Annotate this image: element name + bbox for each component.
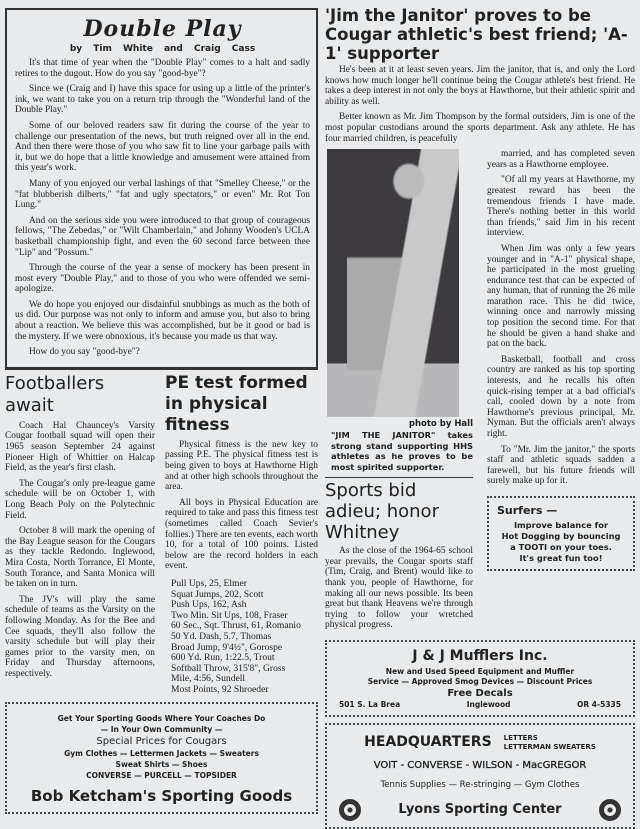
paragraph: Through the course of the year a sense of mockery has been present in most every "Double Play," and to those of you who were offended we semi-apologize.	[15, 263, 310, 295]
paragraph: Physical fitness is the new key to passing P.E. The physical fitness test is being given to boys at Hawthorne High and at other high schools throughout the area.	[165, 439, 318, 493]
janitor-columns	[325, 149, 635, 636]
footballers-headline: Footballers await	[5, 372, 105, 416]
paragraph: "Of all my years at Hawthorne, my greatest reward has been the tremendous friends I have made. There's nothing better in this world than friends," said Jim in his recent interview.	[487, 175, 635, 239]
list-item: Push Ups, 162, Ash	[171, 599, 247, 611]
surfers-lines	[489, 520, 633, 564]
mufflers-address: 501 S. La Brea	[339, 699, 401, 709]
list-item: 50 Yd. Dash, 5.7, Thomas	[171, 630, 272, 642]
target-icon	[599, 799, 621, 821]
mufflers-contact	[327, 700, 633, 710]
footballers-body	[5, 421, 155, 685]
mufflers-line1: New and Used Speed Equipment and Muffler	[385, 666, 575, 676]
ketcham-line3: Special Prices for Cougars	[96, 735, 227, 747]
paragraph: Better known as Mr. Jim Thompson by the formal outsiders, Jim is one of the most popular custodians around the sports department. Ask any athlete. He has four married children, is peacefully	[325, 112, 635, 144]
lyons-brands: VOIT - CONVERSE - WILSON - MacGREGOR	[373, 759, 587, 771]
lyons-services: Tennis Supplies — Re-stringing — Gym Clothes	[380, 779, 580, 790]
pe-test-column	[165, 373, 318, 696]
janitor-column-wrap	[487, 149, 635, 636]
janitor-headline: 'Jim the Janitor' proves to be Cougar athletic's best friend; 'A-1' supporter	[325, 6, 628, 63]
paragraph: Coach Hal Chauncey's Varsity Cougar football squad will open their 1965 season September 24 against Pioneer High of Whittier on Halcap Field, as the year's first clash.	[5, 420, 155, 474]
double-play-body	[15, 58, 310, 358]
list-item: It's great fun too!	[519, 552, 603, 563]
paragraph: The Cougar's only pre-league game schedule will be on October 1, with Long Beach Poly on the Polytechnic Field.	[5, 478, 155, 521]
mufflers-phone: OR 4-5335	[577, 699, 621, 709]
ketcham-line1: Get Your Sporting Goods Where Your Coaches Do	[57, 713, 266, 723]
lyons-sweaters: LETTERMAN SWEATERS	[503, 742, 596, 751]
target-icon	[339, 799, 361, 821]
list-item: Mile, 4:56, Sundell	[171, 673, 246, 685]
list-item: Squat Jumps, 202, Scott	[171, 588, 264, 600]
column-rule	[5, 367, 318, 370]
paragraph: He's been at it at least seven years. Jim the janitor, that is, and only the Lord knows how much longer he'll continue being the Cougar athlete's best friend. He takes a deep interest in not only the boys at Hawthorne, but their athletic spirit and ability as well.	[325, 65, 635, 107]
lyons-letters: LETTERS	[503, 733, 538, 742]
paragraph: As the close of the 1964-65 school year prevails, the Cougar sports staff (Tim, Craig, and Brent) would like to thank you, people of Hawthorne, for making all our news possible. Its been great but thank Heavens we're through trying to follow your wretched physical progress.	[325, 546, 473, 631]
paragraph: October 8 will mark the opening of the Bay League season for the Cougars as they tackle Redondo. Inglewood, Mira Costa, North Torrance, El Monte, South Torance, and Santa Monica will be taken on in turn.	[5, 526, 155, 590]
lyons-ad	[325, 723, 635, 829]
mufflers-city: Inglewood	[466, 699, 511, 709]
pe-records	[165, 579, 318, 696]
paragraph: Basketball, football and cross country are ranked as his top sporting interests, and he recalls his often quick-rising temper at a bad official's call, cooled down by a note from Hawthorne's previous principal, Mr. Nyman. But the officials aren't always right.	[487, 354, 635, 439]
right-half	[325, 6, 635, 829]
paragraph: How do you say "good-bye"?	[29, 347, 140, 358]
paragraph: We do hope you enjoyed our disdainful snubbings as much as the both of us did. Our purpose was not only to inform and amuse you, but also to bring about a reaction. We believe this was accomplished, but be it good or bad is the mystery. If we were obnoxious, it's because you made us that way.	[15, 299, 310, 342]
paragraph: The JV's will play the same schedule of teams as the Varsity on the following Monday. As for the Bee and Cee squads, they'll also follow the varsity schedule but will play their games prior to the varsity men, on Friday and Thursday afternoons, respectively.	[5, 594, 155, 679]
ketcham-line5: Sweat Shirts — Shoes	[115, 759, 208, 769]
footballers-column	[5, 373, 155, 696]
paragraph: married, and has completed seven years as a Hawthorne employee.	[487, 149, 635, 170]
lower-left-columns	[5, 373, 318, 696]
list-item: Improve balance for	[513, 519, 609, 530]
ketcham-ad	[5, 702, 318, 814]
mufflers-decals: Free Decals	[447, 687, 513, 699]
ketcham-line2: — In Your Own Community —	[100, 724, 223, 734]
janitor-photo	[327, 149, 459, 417]
paragraph: To "Mr. Jim the janitor," the sports staff and athletic squads sadden a farewell, but his future friends will surely make up for it.	[487, 444, 635, 487]
list-item: Two Min. Sit Ups, 108, Fraser	[171, 609, 288, 621]
column-rule	[325, 477, 473, 478]
double-play-title: Double Play	[83, 16, 242, 42]
double-play-column	[5, 8, 318, 367]
janitor-lead	[325, 65, 635, 149]
ketcham-line4: Gym Clothes — Lettermen Jackets — Sweaters	[64, 748, 259, 758]
pe-test-headline: PE test formed in physical fitness	[165, 372, 308, 435]
list-item: Broad Jump, 9'4½", Gorospe	[171, 641, 283, 653]
lyons-name: Lyons Sporting Center	[398, 801, 562, 817]
ketcham-name: Bob Ketcham's Sporting Goods	[30, 786, 293, 805]
paragraph: All boys in Physical Education are required to take and pass this fitness test (sometimes called Coach Sevier's follies.) There are ten events, each worth 10, for a total of 100 points. Listed below are the record holders in each event.	[165, 497, 318, 572]
lyons-footer	[327, 799, 633, 821]
lyons-headquarters: HEADQUARTERS	[364, 734, 492, 751]
adieu-headline: Sports bid adieu; honor Whitney	[325, 480, 439, 544]
list-item: 60 Sec., Sqt. Thrust, 61, Romanio	[171, 620, 301, 632]
mufflers-name: J & J Mufflers Inc.	[412, 647, 548, 664]
list-item: Pull Ups, 25, Elmer	[171, 577, 247, 589]
left-half	[5, 8, 318, 814]
paragraph: When Jim was only a few years younger and in "A-1" physical shape, he participated in the most grueling endurance test that can be expected of any human, that of running the 26 mile marathon race. This he did twice, winning once and narrowly missing top position the second time. For that he should be given a hand shake and pat on the back.	[487, 243, 635, 350]
list-item: Hot Dogging by bouncing	[501, 530, 621, 541]
photo-and-adieu-column	[325, 149, 473, 636]
janitor-column	[487, 149, 635, 492]
paragraph: It's that time of year when the "Double Play" comes to a halt and sadly retires to the dugout. How do you say "good-bye"?	[15, 58, 310, 79]
list-item: Softball Throw, 315'8", Gross	[171, 662, 286, 674]
surfers-title: Surfers —	[497, 503, 558, 517]
paragraph: And on the serious side you were introduced to that group of courageous fellows, "The Zebedas," or "Wilt Chamberlain," and Johnny Wooden's UCLA basketball championship fight, and even the 60 second farce between thee "Lip" and "Possum."	[15, 215, 310, 258]
lyons-header	[327, 734, 633, 752]
double-play-byline: by Tim White and Craig Cass	[69, 44, 256, 54]
list-item: a TOOTI on your toes.	[510, 541, 612, 552]
photo-credit: photo by Hall	[408, 419, 473, 430]
paragraph: Many of you enjoyed our verbal lashings of that "Smelley Cheese," or the "fat blubberish dilberts," "fat and ugly spectators," or even" Mr. Rot Ton Lung."	[15, 178, 310, 211]
ketcham-line6: CONVERSE — PURCELL — TOPSIDER	[86, 770, 237, 780]
list-item: 600 Yd. Run, 1:22.5, Trout	[171, 652, 275, 664]
lyons-letters-block	[504, 734, 596, 752]
paragraph: Since we (Craig and I) have this space for using up a little of the printer's ink, we want to take you on a return trip through the "Wonderful land of the Double Play."	[15, 84, 310, 116]
paragraph: Some of our beloved readers saw fit during the course of the year to challenge our presentation of the news, but truth reigned over all in the end. And then there were those of you who saw fit to line your garbage pails with it, but we do hope that a little knowledge and amusement were attained from this year's work.	[15, 120, 310, 174]
adieu-body	[325, 546, 473, 636]
list-item: Most Points, 92 Shroeder	[171, 683, 269, 695]
photo-caption: "JIM THE JANITOR" takes strong stand supporting HHS athletes as he proves to be most spirited supporter.	[331, 430, 473, 472]
surfers-ad	[487, 496, 635, 571]
mufflers-line2: Service — Approved Smog Devices — Discount Prices	[367, 676, 593, 686]
pe-test-body	[165, 440, 318, 577]
mufflers-ad	[325, 640, 635, 717]
